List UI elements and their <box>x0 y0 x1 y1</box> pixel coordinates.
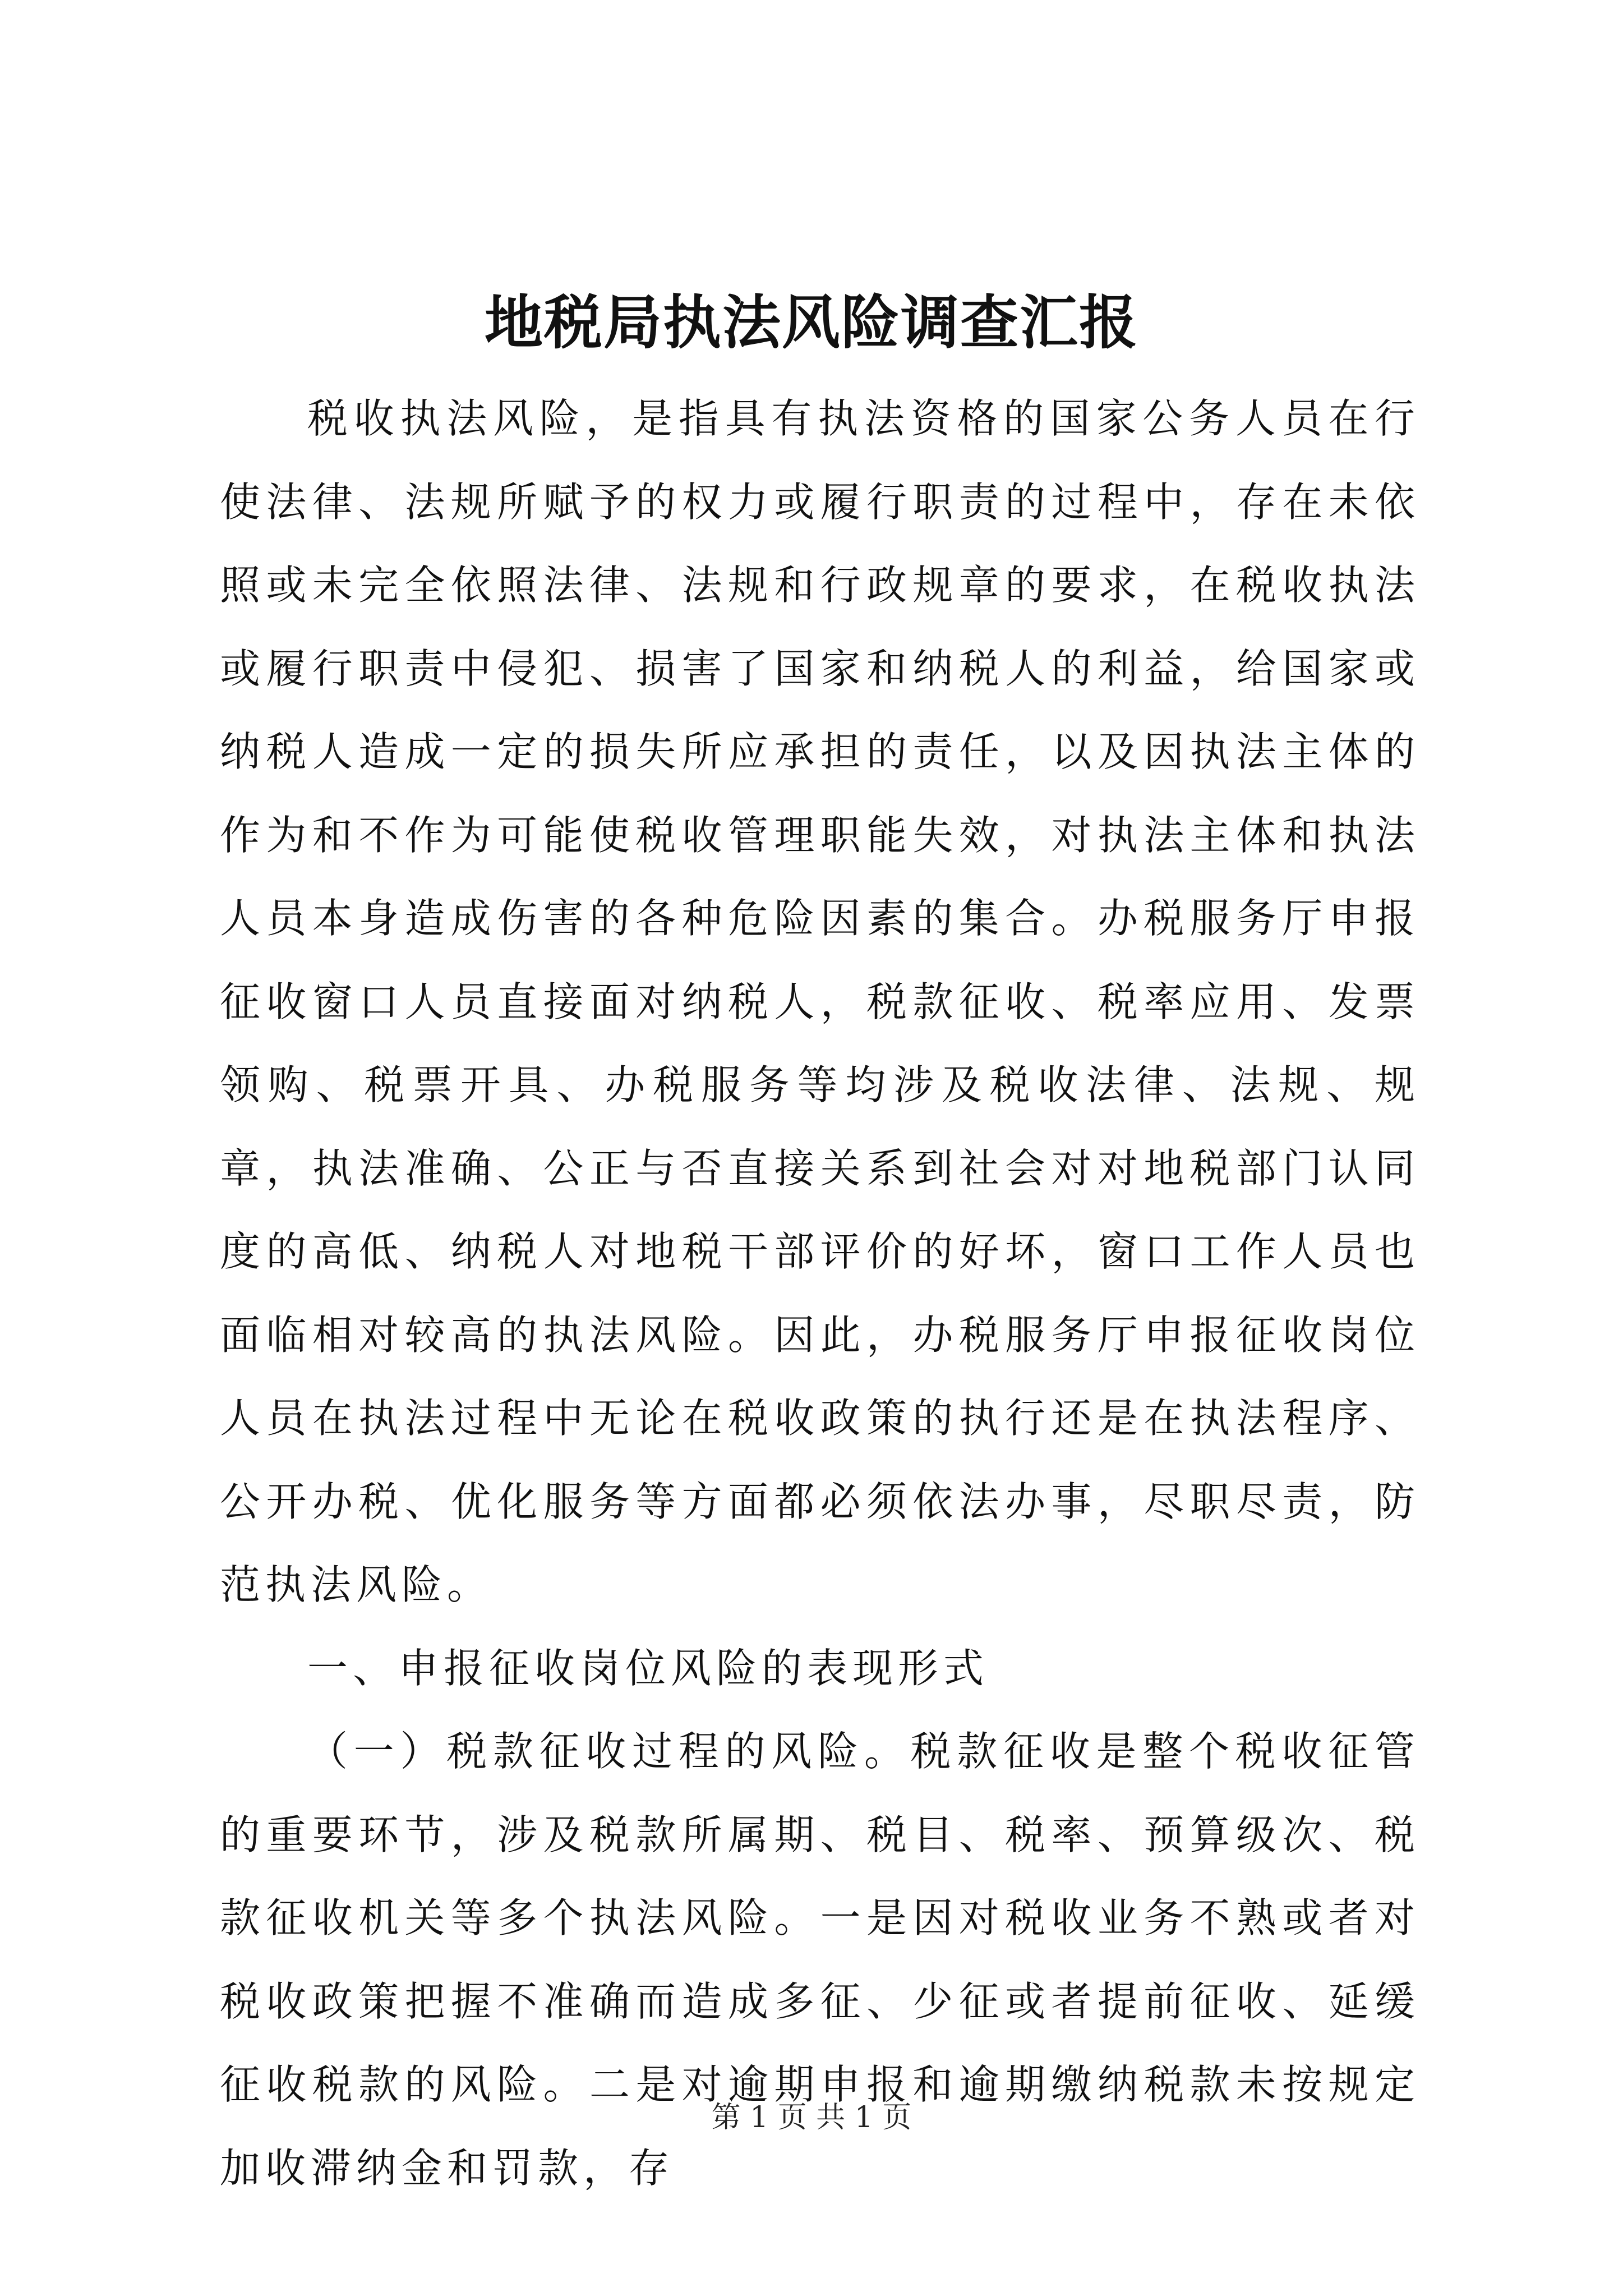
paragraph-intro: 税收执法风险，是指具有执法资格的国家公务人员在行使法律、法规所赋予的权力或履行职责的过程中，存在未依照或未完全依照法律、法规和行政规章的要求，在税收执法或履行职责中侵犯、损害了国家和纳税人的利益，给国家或纳税人造成一定的损失所应承担的责任，以及因执法主体的作为和不作为可能使税收管理职能失效，对执法主体和执法人员本身造成伤害的各种危险因素的集合。办税服务厅申报征收窗口人员直接面对纳税人，税款征收、税率应用、发票领购、税票开具、办税服务等均涉及税收法律、法规、规章，执法准确、公正与否直接关系到社会对对地税部门认同度的高低、纳税人对地税干部评价的好坏，窗口工作人员也面临相对较高的执法风险。因此，办税服务厅申报征收岗位人员在执法过程中无论在税收政策的执行还是在执法程序、公开办税、优化服务等方面都必须依法办事，尽职尽责，防范执法风险。 <box>220 395 1420 1608</box>
paragraph-tax-collection-risk: （一）税款征收过程的风险。税款征收是整个税收征管的重要环节，涉及税款所属期、税目、税率、预算级次、税款征收机关等多个执法风险。一是因对税收业务不熟或者对税收政策把握不准确而造成多征、少征或者提前征收、延缓征收税款的风险。二是对逾期申报和逾期缴纳税款未按规定加收滞纳金和罚款，存 <box>220 1728 1420 2192</box>
page-footer: 第 1 页 共 1 页 <box>711 2101 912 2134</box>
document-body <box>220 377 1420 2210</box>
section-heading: 一、申报征收岗位风险的表现形式 <box>307 1644 989 1692</box>
document-title: 地税局执法风险调查汇报 <box>484 288 1138 357</box>
